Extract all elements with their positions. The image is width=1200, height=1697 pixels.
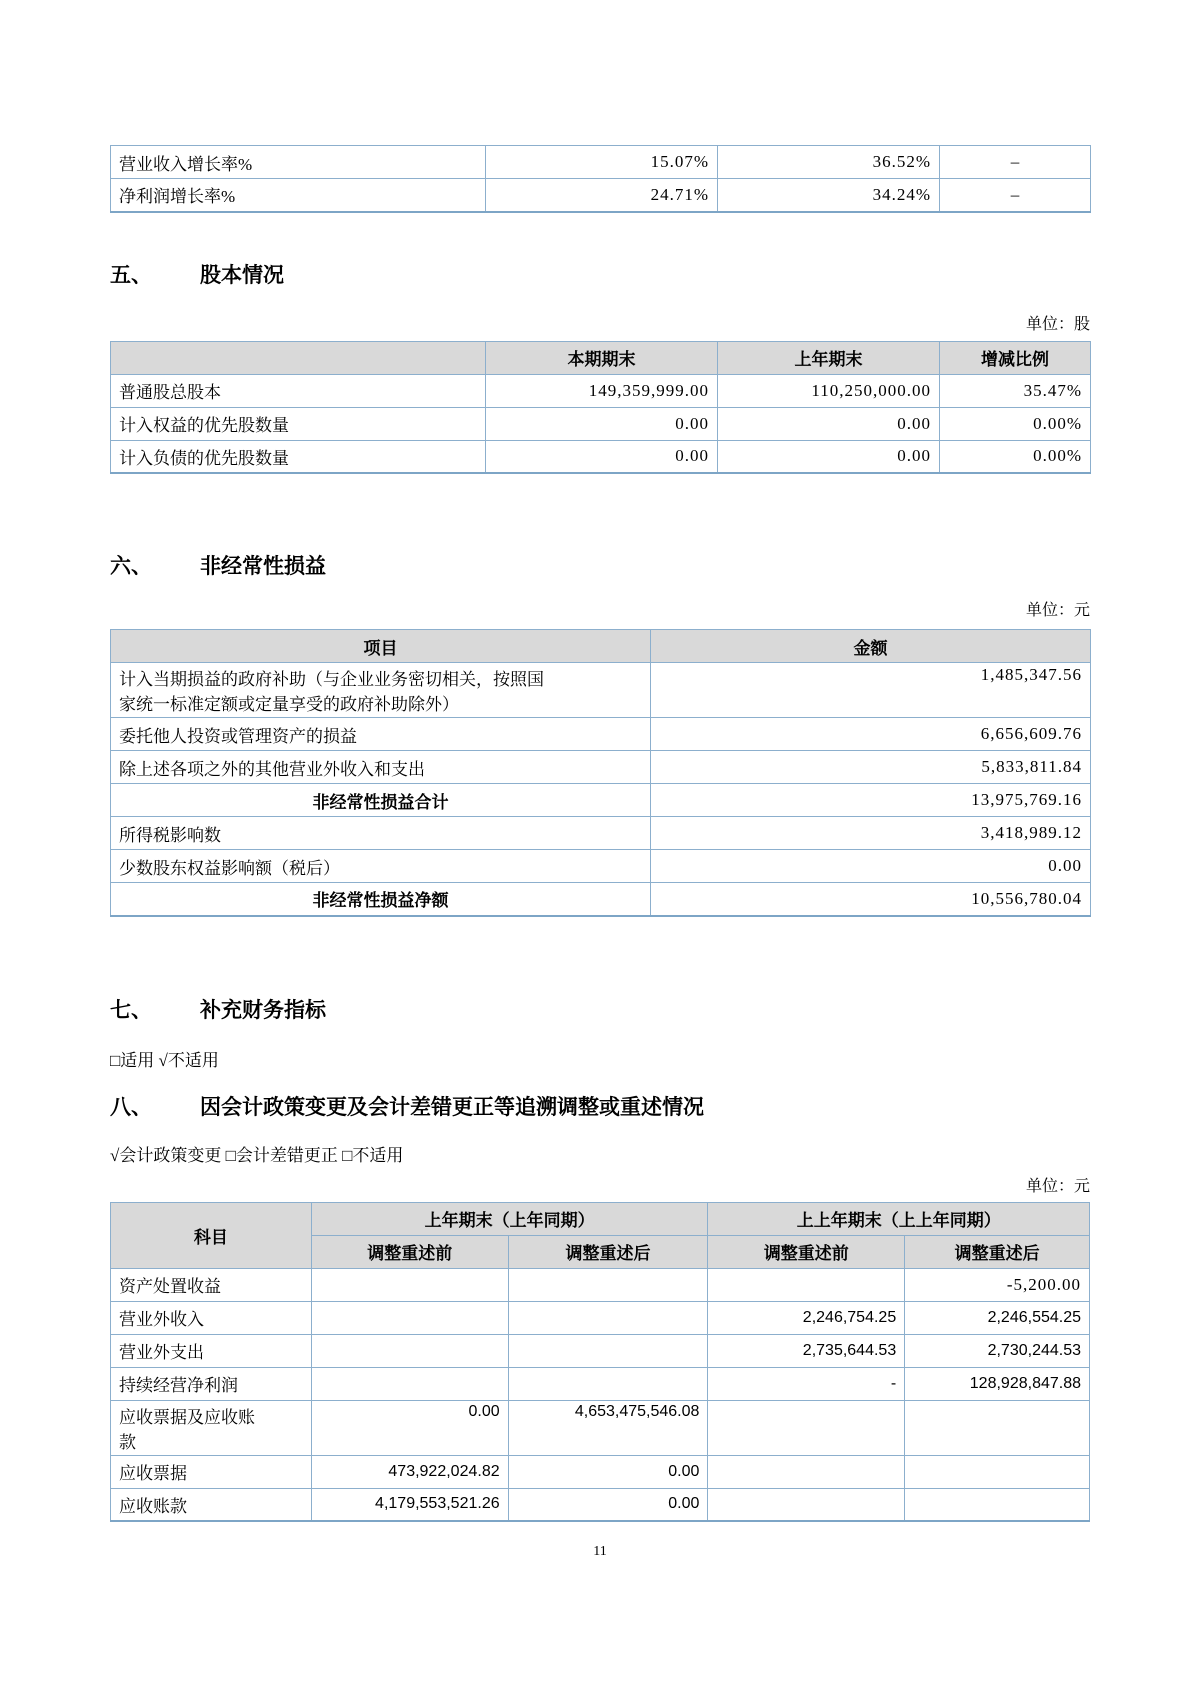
metric-current-value: 24.71% <box>486 179 718 212</box>
subject-label: 应收票据及应收账款 <box>111 1400 312 1455</box>
amount-value: 3,418,989.12 <box>651 817 1091 850</box>
prior-before-value <box>311 1301 508 1334</box>
header-amount: 金额 <box>651 630 1091 663</box>
change-value: 0.00% <box>940 407 1091 440</box>
prior2-before-value <box>708 1488 905 1521</box>
table-header-row <box>111 630 1091 663</box>
header-group-prior2-year: 上上年期末（上上年同期） <box>708 1202 1090 1235</box>
header-current-period: 本期期末 <box>486 341 718 374</box>
prior-before-value: 0.00 <box>311 1400 508 1455</box>
item-label: 除上述各项之外的其他营业外收入和支出 <box>111 751 651 784</box>
table-row <box>111 407 1091 440</box>
current-value: 0.00 <box>486 440 718 473</box>
metric-label: 净利润增长率% <box>111 179 486 212</box>
change-value: 0.00% <box>940 440 1091 473</box>
item-label: 所得税影响数 <box>111 817 651 850</box>
metric-change-value: – <box>940 146 1091 179</box>
subject-label: 持续经营净利润 <box>111 1367 312 1400</box>
table-row <box>111 1367 1090 1400</box>
prior-after-value: 0.00 <box>508 1455 708 1488</box>
prior2-before-value: 2,246,754.25 <box>708 1301 905 1334</box>
section-number: 八、 <box>110 1094 152 1119</box>
prior2-before-value: 2,735,644.53 <box>708 1334 905 1367</box>
subject-label: 应收账款 <box>111 1488 312 1521</box>
section-7-heading <box>110 997 1090 1023</box>
metric-label: 营业收入增长率% <box>111 146 486 179</box>
subject-label: 应收票据 <box>111 1455 312 1488</box>
item-label: 计入当期损益的政府补助（与企业业务密切相关，按照国家统一标准定额或定量享受的政府补助除外） <box>111 663 651 718</box>
table-row <box>111 146 1091 179</box>
table-total-row <box>111 883 1091 916</box>
page-number: 11 <box>593 1544 607 1559</box>
prior2-before-value <box>708 1400 905 1455</box>
prior2-after-value <box>905 1400 1090 1455</box>
amount-value: 0.00 <box>651 850 1091 883</box>
prior-value: 0.00 <box>718 440 940 473</box>
total-label: 非经常性损益净额 <box>111 883 651 916</box>
header-group-prior-year: 上年期末（上年同期） <box>311 1202 708 1235</box>
current-value: 149,359,999.00 <box>486 374 718 407</box>
section-number: 五、 <box>110 262 152 287</box>
unit-label: 单位：元 <box>1025 602 1090 619</box>
prior2-after-value <box>905 1488 1090 1521</box>
prior-after-value <box>508 1334 708 1367</box>
metric-prior-value: 34.24% <box>718 179 940 212</box>
section-number: 七、 <box>110 997 152 1022</box>
header-prior-period: 上年期末 <box>718 341 940 374</box>
prior2-before-value <box>708 1268 905 1301</box>
subject-label: 营业外支出 <box>111 1334 312 1367</box>
unit-label: 单位：股 <box>1025 315 1090 333</box>
prior-value: 110,250,000.00 <box>718 374 940 407</box>
prior2-after-value <box>905 1455 1090 1488</box>
table-row <box>111 440 1091 473</box>
prior-before-value: 4,179,553,521.26 <box>311 1488 508 1521</box>
growth-rate-table <box>110 145 1091 213</box>
table-row <box>111 663 1091 718</box>
table-header-row <box>111 341 1091 374</box>
subject-label: 资产处置收益 <box>111 1268 312 1301</box>
prior2-after-value: -5,200.00 <box>905 1268 1090 1301</box>
prior2-after-value: 2,246,554.25 <box>905 1301 1090 1334</box>
section-title: 股本情况 <box>200 262 284 287</box>
amount-value: 1,485,347.56 <box>651 663 1091 718</box>
table-row <box>111 850 1091 883</box>
subheader-before-adjust: 调整重述前 <box>311 1235 508 1268</box>
section-title: 补充财务指标 <box>200 997 326 1022</box>
row-label: 计入负债的优先股数量 <box>111 440 486 473</box>
amount-value: 10,556,780.04 <box>651 883 1091 916</box>
applicability-line: □适用 √不适用 <box>110 1050 219 1070</box>
prior-after-value <box>508 1301 708 1334</box>
table-row <box>111 751 1091 784</box>
section-title: 因会计政策变更及会计差错更正等追溯调整或重述情况 <box>200 1094 704 1119</box>
row-label: 计入权益的优先股数量 <box>111 407 486 440</box>
metric-current-value: 15.07% <box>486 146 718 179</box>
prior2-before-value <box>708 1455 905 1488</box>
section-5-heading <box>110 262 1090 288</box>
table-row <box>111 1301 1090 1334</box>
prior-before-value: 473,922,024.82 <box>311 1455 508 1488</box>
prior-after-value: 0.00 <box>508 1488 708 1521</box>
applicability-line: √会计政策变更 □会计差错更正 □不适用 <box>110 1145 404 1165</box>
amount-value: 6,656,609.76 <box>651 718 1091 751</box>
table-header-row <box>111 1202 1090 1235</box>
table-row <box>111 374 1091 407</box>
table-row <box>111 179 1091 212</box>
amount-value: 5,833,811.84 <box>651 751 1091 784</box>
prior2-after-value: 2,730,244.53 <box>905 1334 1090 1367</box>
section-8-heading <box>110 1094 1090 1120</box>
table-row <box>111 718 1091 751</box>
unit-label: 单位：元 <box>1025 1177 1090 1195</box>
subheader-before-adjust: 调整重述前 <box>708 1235 905 1268</box>
prior-before-value <box>311 1367 508 1400</box>
item-label: 委托他人投资或管理资产的损益 <box>111 718 651 751</box>
table-row <box>111 1334 1090 1367</box>
prior2-before-value: - <box>708 1367 905 1400</box>
section-6-heading <box>110 553 1090 579</box>
restatement-table <box>110 1202 1090 1523</box>
prior-after-value: 4,653,475,546.08 <box>508 1400 708 1455</box>
subject-label: 营业外收入 <box>111 1301 312 1334</box>
header-item: 项目 <box>111 630 651 663</box>
prior-before-value <box>311 1334 508 1367</box>
prior-after-value <box>508 1367 708 1400</box>
metric-change-value: – <box>940 179 1091 212</box>
prior-value: 0.00 <box>718 407 940 440</box>
section-number: 六、 <box>110 554 152 578</box>
header-change-ratio: 增减比例 <box>940 341 1091 374</box>
change-value: 35.47% <box>940 374 1091 407</box>
table-row <box>111 1400 1090 1455</box>
non-recurring-items-table <box>110 629 1091 917</box>
prior-before-value <box>311 1268 508 1301</box>
section-title: 非经常性损益 <box>200 554 326 578</box>
prior-after-value <box>508 1268 708 1301</box>
header-subject: 科目 <box>111 1202 312 1268</box>
table-row <box>111 1268 1090 1301</box>
item-label: 少数股东权益影响额（税后） <box>111 850 651 883</box>
amount-value: 13,975,769.16 <box>651 784 1091 817</box>
table-row <box>111 1488 1090 1521</box>
metric-prior-value: 36.52% <box>718 146 940 179</box>
share-capital-table <box>110 341 1091 475</box>
subtotal-label: 非经常性损益合计 <box>111 784 651 817</box>
subheader-after-adjust: 调整重述后 <box>508 1235 708 1268</box>
row-label: 普通股总股本 <box>111 374 486 407</box>
subheader-after-adjust: 调整重述后 <box>905 1235 1090 1268</box>
table-subtotal-row <box>111 784 1091 817</box>
table-row <box>111 817 1091 850</box>
header-empty-cell <box>111 341 486 374</box>
table-row <box>111 1455 1090 1488</box>
prior2-after-value: 128,928,847.88 <box>905 1367 1090 1400</box>
current-value: 0.00 <box>486 407 718 440</box>
